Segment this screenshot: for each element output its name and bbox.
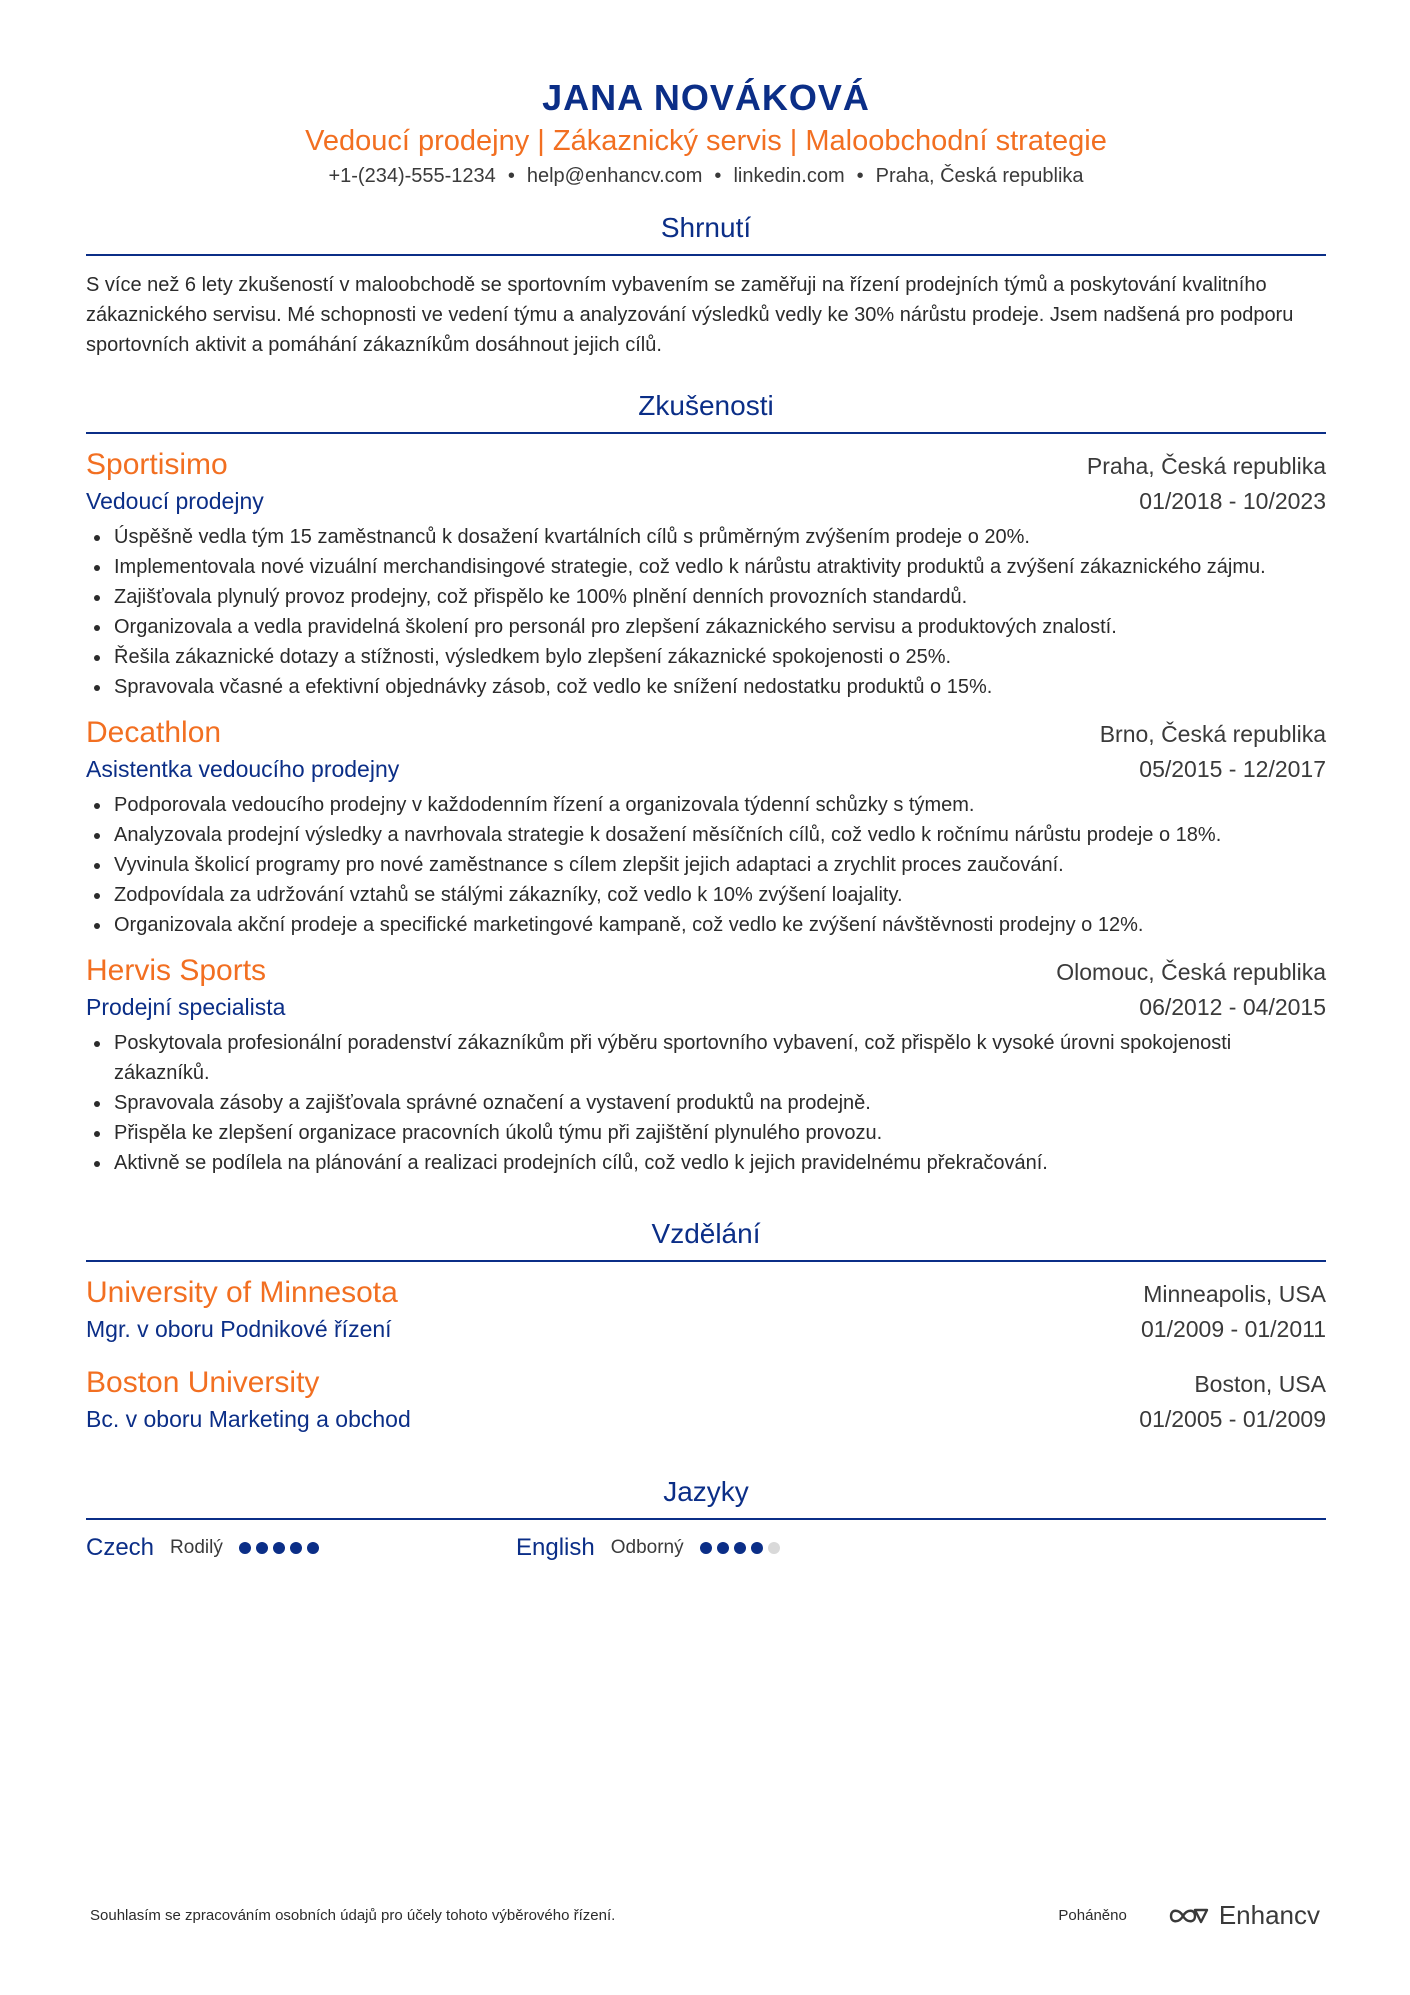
section-title-languages: Jazyky <box>86 1476 1326 1520</box>
job-location: Olomouc, Česká republika <box>1056 959 1326 985</box>
job-title: Asistentka vedoucího prodejny <box>86 756 400 782</box>
list-item: Zajišťovala plynulý provoz prodejny, což přispělo ke 100% plnění denních provozních standardů. <box>86 582 1326 612</box>
consent-text: Souhlasím se zpracováním osobních údajů pro účely tohoto výběrového řízení. <box>90 1907 616 1924</box>
rating-dot <box>751 1542 763 1554</box>
list-item: Zodpovídala za udržování vztahů se stálými zákazníky, což vedlo k 10% zvýšení loajality. <box>86 880 1326 910</box>
list-item: Aktivně se podílela na plánování a realizaci prodejních cílů, což vedlo k jejich pravidelnému překračování. <box>86 1148 1326 1178</box>
contact-info <box>86 162 1326 190</box>
enhancv-logo-icon <box>1167 1904 1211 1928</box>
experience-entry <box>86 714 1326 940</box>
summary-section <box>86 212 1326 360</box>
language-name: Czech <box>86 1534 155 1561</box>
rating-dot <box>256 1542 268 1554</box>
language-rating <box>239 1542 324 1554</box>
degree: Bc. v oboru Marketing a obchod <box>86 1406 411 1432</box>
list-item: Podporovala vedoucího prodejny v každodenním řízení a organizovala týdenní schůzky s týmem. <box>86 790 1326 820</box>
experience-entry <box>86 952 1326 1178</box>
brand-logo[interactable] <box>1167 1900 1320 1931</box>
job-dates: 01/2018 - 10/2023 <box>1139 488 1326 514</box>
powered-by <box>1058 1900 1320 1931</box>
summary-text: S více než 6 lety zkušeností v maloobchodě se sportovním vybavením se zaměřuji na řízení prodejních týmů a poskytování kvalitního zákaznického servisu. Mé schopnosti ve vedení týmu a analyzování výsledků vedly ke 30% nárůstu prodeje. Jsem nadšená pro podporu sportovních aktivit a pomáhání zákazníkům dosáhnout jejich cílů. <box>86 274 1294 356</box>
rating-dot <box>307 1542 319 1554</box>
language-item <box>516 1534 785 1562</box>
language-name: English <box>516 1534 595 1561</box>
education-section <box>86 1218 1326 1436</box>
school-location: Minneapolis, USA <box>1143 1281 1326 1307</box>
achievement-list <box>86 790 1326 940</box>
school-name: University of Minnesota <box>86 1276 398 1309</box>
list-item: Organizovala akční prodeje a specifické marketingové kampaně, což vedlo ke zvýšení návštěvnosti prodejny o 12%. <box>86 910 1326 940</box>
section-title-education: Vzdělání <box>86 1218 1326 1262</box>
rating-dot <box>717 1542 729 1554</box>
job-dates: 06/2012 - 04/2015 <box>1139 994 1326 1020</box>
company-name: Decathlon <box>86 716 222 749</box>
list-item: Poskytovala profesionální poradenství zákazníkům při výběru sportovního vybavení, což přispělo k vysoké úrovni spokojenosti zákazníků. <box>86 1028 1326 1088</box>
job-title: Prodejní specialista <box>86 994 286 1020</box>
list-item: Úspěšně vedla tým 15 zaměstnanců k dosažení kvartálních cílů s průměrným zvýšením prodeje o 20%. <box>86 522 1326 552</box>
rating-dot <box>768 1542 780 1554</box>
job-location: Brno, Česká republika <box>1099 721 1326 747</box>
study-dates: 01/2005 - 01/2009 <box>1139 1406 1326 1432</box>
experience-section <box>86 390 1326 1178</box>
rating-dot <box>700 1542 712 1554</box>
job-location: Praha, Česká republika <box>1086 453 1326 479</box>
list-item: Spravovala včasné a efektivní objednávky zásob, což vedlo ke snížení nedostatku produktů o 15%. <box>86 672 1326 702</box>
languages-section <box>86 1476 1326 1562</box>
separator: • <box>856 165 864 187</box>
company-name: Hervis Sports <box>86 954 267 987</box>
school-name: Boston University <box>86 1366 320 1399</box>
separator: • <box>714 165 722 187</box>
language-rating <box>700 1542 785 1554</box>
language-level: Odborný <box>610 1537 684 1558</box>
candidate-headline: Vedoucí prodejny | Zákaznický servis | Maloobchodní strategie <box>305 125 1107 157</box>
section-title-summary: Shrnutí <box>86 212 1326 256</box>
language-item <box>86 1534 516 1562</box>
footer <box>90 1900 1320 1931</box>
separator: • <box>507 165 515 187</box>
brand-name: Enhancv <box>1218 1900 1320 1930</box>
list-item: Přispěla ke zlepšení organizace pracovních úkolů týmu při zajištění plynulého provozu. <box>86 1118 1326 1148</box>
company-name: Sportisimo <box>86 448 228 481</box>
job-title: Vedoucí prodejny <box>86 488 264 514</box>
job-dates: 05/2015 - 12/2017 <box>1139 756 1326 782</box>
location: Praha, Česká republika <box>875 165 1084 187</box>
rating-dot <box>273 1542 285 1554</box>
study-dates: 01/2009 - 01/2011 <box>1140 1316 1326 1342</box>
list-item: Vyvinula školicí programy pro nové zaměstnance s cílem zlepšit jejich adaptaci a zrychlit proces zaučování. <box>86 850 1326 880</box>
linkedin-link[interactable]: linkedin.com <box>733 165 845 187</box>
degree: Mgr. v oboru Podnikové řízení <box>86 1316 392 1342</box>
rating-dot <box>734 1542 746 1554</box>
resume-page <box>86 0 1326 1562</box>
achievement-list <box>86 522 1326 702</box>
candidate-name: JANA NOVÁKOVÁ <box>542 77 870 118</box>
education-entry <box>86 1364 1326 1436</box>
language-level: Rodilý <box>170 1537 223 1558</box>
section-title-experience: Zkušenosti <box>86 390 1326 434</box>
rating-dot <box>239 1542 251 1554</box>
rating-dot <box>290 1542 302 1554</box>
email[interactable]: help@enhancv.com <box>526 165 703 187</box>
list-item: Organizovala a vedla pravidelná školení pro personál pro zlepšení zákaznického servisu a produktových znalostí. <box>86 612 1326 642</box>
list-item: Spravovala zásoby a zajišťovala správné označení a vystavení produktů na prodejně. <box>86 1088 1326 1118</box>
achievement-list <box>86 1028 1326 1178</box>
experience-entry <box>86 446 1326 702</box>
school-location: Boston, USA <box>1194 1371 1326 1397</box>
list-item: Implementovala nové vizuální merchandisingové strategie, což vedlo k nárůstu atraktivity produktů a zvýšení zákaznického zájmu. <box>86 552 1326 582</box>
list-item: Řešila zákaznické dotazy a stížnosti, výsledkem bylo zlepšení zákaznické spokojenosti o 25%. <box>86 642 1326 672</box>
phone: +1-(234)-555-1234 <box>328 165 496 187</box>
powered-by-label: Poháněno <box>1058 1907 1127 1924</box>
resume-header <box>86 0 1326 190</box>
education-entry <box>86 1274 1326 1346</box>
list-item: Analyzovala prodejní výsledky a navrhovala strategie k dosažení měsíčních cílů, což vedlo k ročnímu nárůstu prodeje o 18%. <box>86 820 1326 850</box>
